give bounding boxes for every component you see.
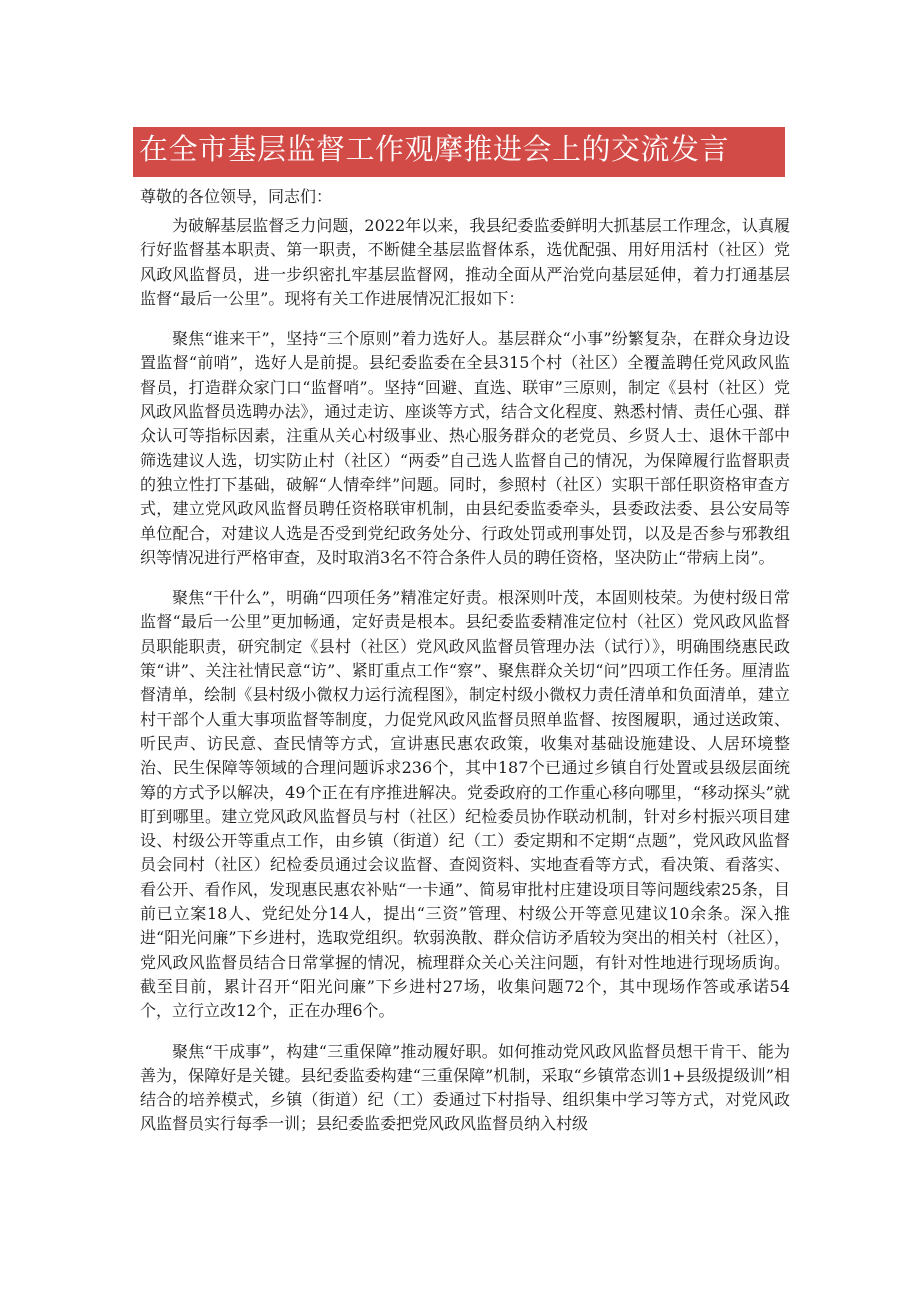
document-title: 在全市基层监督工作观摩推进会上的交流发言 (139, 132, 730, 166)
paragraph-what: 聚焦“干什么”，明确“四项任务”精准定好责。根深则叶茂，本固则枝荣。为使村级日常监督“最后一公里”更加畅通，定好责是根本。县纪委监委精准定位村（社区）党风政风监督员职能职责，研究制定《县村（社区）党风政风监督员管理办法（试行）》，明确围绕惠民政策“讲”、关注社情民意“访”、紧盯重点工作“察”、聚焦群众关切“问”四项工作任务。厘清监督清单，绘制《县村级小微权力运行流程图》，制定村级小微权力责任清单和负面清单，建立村干部个人重大事项监督等制度，力促党风政风监督员照单监督、按图履职，通过送政策、听民声、访民意、查民情等方式，宣讲惠民惠农政策，收集对基础设施建设、人居环境整治、民生保障等领域的合理问题诉求236个，其中187个已通过乡镇自行处置或县级层面统筹的方式予以解决，49个正在有序推进解决。党委政府的工作重心移向哪里，“移动探头”就盯到哪里。建立党风政风监督员与村（社区）纪检委员协作联动机制，针对乡村振兴项目建设、村级公开等重点工作，由乡镇（街道）纪（工）委定期和不定期“点题”，党风政风监督员会同村（社区）纪检委员通过会议监督、查阅资料、实地查看等方式，看决策、看落实、看公开、看作风，发现惠民惠农补贴“一卡通”、简易审批村庄建设项目等问题线索25条，目前已立案18人、党纪处分14人，提出“三资”管理、村级公开等意见建议10余条。深入推进“阳光问廉”下乡进村，选取党组织。软弱涣散、群众信访矛盾较为突出的相关村（社区），党风政风监督员结合日常掌握的情况，梳理群众关心关注问题，有针对性地进行现场质询。截至目前，累计召开“阳光问廉”下乡进村27场，收集问题72个，其中现场作答或承诺54个，立行立改12个，正在办理6个。 (140, 588, 790, 1021)
document-body (140, 214, 790, 1153)
salutation: 尊敬的各位领导，同志们： (140, 187, 333, 206)
paragraph-who: 聚焦“谁来干”，坚持“三个原则”着力选好人。基层群众“小事”纷繁复杂，在群众身边设置监督“前哨”，选好人是前提。县纪委监委在全县315个村（社区）全覆盖聘任党风政风监督员，打造群众家门口“监督哨”。坚持“回避、直选、联审”三原则，制定《县村（社区）党风政风监督员选聘办法》，通过走访、座谈等方式，结合文化程度、熟悉村情、责任心强、群众认可等指标因素，注重从关心村级事业、热心服务群众的老党员、乡贤人士、退休干部中筛选建议人选，切实防止村（社区）“两委”自己选人监督自己的情况，为保障履行监督职责的独立性打下基础，破解“人情牵绊”问题。同时，参照村（社区）实职干部任职资格审查方式，建立党风政风监督员聘任资格联审机制，由县纪委监委牵头，县委政法委、县公安局等单位配合，对建议人选是否受到党纪政务处分、行政处罚或刑事处罚，以及是否参与邪教组织等情况进行严格审查，及时取消3名不符合条件人员的聘任资格，坚决防止“带病上岗”。 (140, 329, 790, 567)
paragraph-how: 聚焦“干成事”，构建“三重保障”推动履好职。如何推动党风政风监督员想干肯干、能为善为，保障好是关键。县纪委监委构建“三重保障”机制，采取“乡镇常态训1+县级提级训”相结合的培养模式，乡镇（街道）纪（工）委通过下村指导、组织集中学习等方式，对党风政风监督员实行每季一训；县纪委监委把党风政风监督员纳入村级 (140, 1041, 790, 1134)
title-banner (133, 127, 785, 177)
paragraph-intro: 为破解基层监督乏力问题，2022年以来，我县纪委监委鲜明大抓基层工作理念，认真履行好监督基本职责、第一职责，不断健全基层监督体系，选优配强、用好用活村（社区）党风政风监督员，进一步织密扎牢基层监督网，推动全面从严治党向基层延伸，着力打通基层监督“最后一公里”。现将有关工作进展情况汇报如下： (140, 216, 790, 308)
